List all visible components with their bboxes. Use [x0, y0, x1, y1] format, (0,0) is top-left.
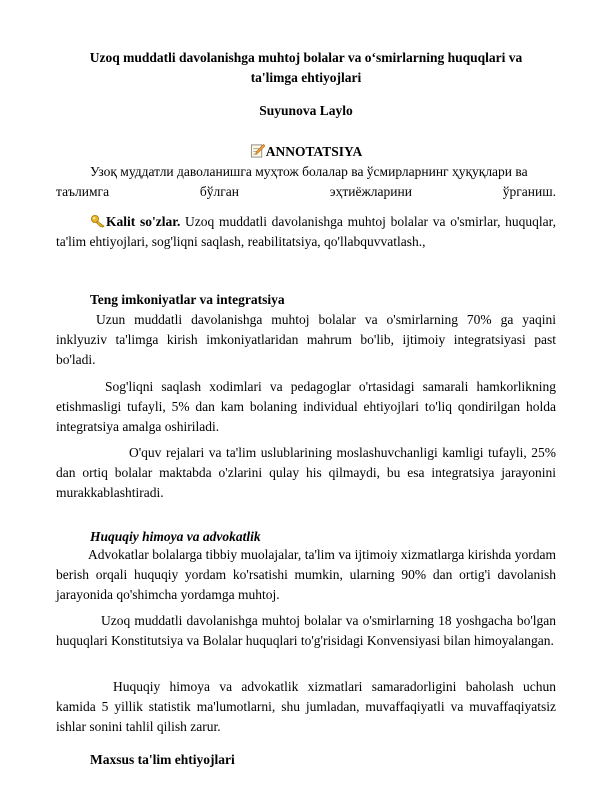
keywords-text: Uzoq muddatli davolanishga muhtoj bolalar va o'smirlar, huquqlar, ta'lim ehtiyojlari, sog'liqni saqlash, reabilitatsiya, qo'llabquvvatlash., — [56, 214, 556, 249]
annotation-label: ANNOTATSIYA — [265, 144, 363, 159]
annotation-text-line-1: Узоқ муддатли даволанишга муҳтож болалар ва ўсмирларнинг ҳуқуқлари ва — [90, 164, 528, 179]
annotation-text — [56, 162, 556, 202]
section2-paragraph-1: Advokatlar bolalarga tibbiy muolajalar, ta'lim va ijtimoiy xizmatlarga kirishda yordam berish orqali huquqiy yordam ko'rsatishi mumkin, ularning 90% dan ortig'i davolanish jarayonida qo'shimcha yordamga muhtoj. — [56, 547, 556, 602]
memo-icon — [250, 143, 265, 158]
title-line-1: Uzoq muddatli davolanishga muhtoj bolalar va o‘smirlarning huquqlari va — [89, 50, 523, 65]
author-name: Suyunova Laylo — [259, 103, 353, 118]
section-heading-equal-opportunities: Teng imkoniyatlar va integratsiya — [90, 292, 285, 307]
section1-paragraph-2: Sog'liqni saqlash xodimlari va pedagoglar o'rtasidagi samarali hamkorlikning etishmasligi tufayli, 5% dan kam bolaning individual ehtiyojlari to'liq qondirilgan holda integratsiya amalga oshiriladi. — [56, 379, 556, 434]
section1-paragraph-3: O'quv rejalari va ta'lim uslublarining moslashuvchanligi kamligi tufayli, 25% dan ortiq bolalar maktabda o'zlarini qulay his qilmaydi, bu esa integratsiya jarayonini murakkablashtiradi. — [56, 445, 556, 500]
key-icon — [90, 214, 106, 228]
section-heading-special-education: Maxsus ta'lim ehtiyojlari — [90, 752, 235, 767]
document-title — [60, 48, 552, 88]
section2-paragraph-2: Uzoq muddatli davolanishga muhtoj bolalar va o'smirlarning 18 yoshgacha bo'lgan huquqlari Konstitutsiya va Bolalar huquqlari to'g'risidagi Konvensiyasi bilan himoyalangan. — [56, 613, 556, 648]
title-line-2: ta'limga ehtiyojlari — [250, 70, 362, 85]
keywords-paragraph — [56, 212, 556, 252]
keywords-label: Kalit so'zlar. — [106, 214, 181, 229]
annotation-text-line-2: таълимга бўлган эҳтиёжларини ўрганиш. — [56, 184, 556, 199]
section2-paragraph-3: Huquqiy himoya va advokatlik xizmatlari samaradorligini baholash uchun kamida 5 yillik statistik ma'lumotlarni, shu jumladan, muvaffaqiyatli va muvaffaqiyatsiz ishlar sonini tahlil qilish zarur. — [56, 679, 556, 734]
section-heading-legal-protection: Huquqiy himoya va advokatlik — [90, 529, 261, 544]
annotation-heading — [60, 142, 552, 162]
section1-paragraph-1: Uzun muddatli davolanishga muhtoj bolalar va o'smirlarning 70% ga yaqini inklyuziv ta'limga kirish imkoniyatlaridan mahrum bo'lib, ijtimoiy integratsiyasi past bo'ladi. — [56, 312, 556, 367]
